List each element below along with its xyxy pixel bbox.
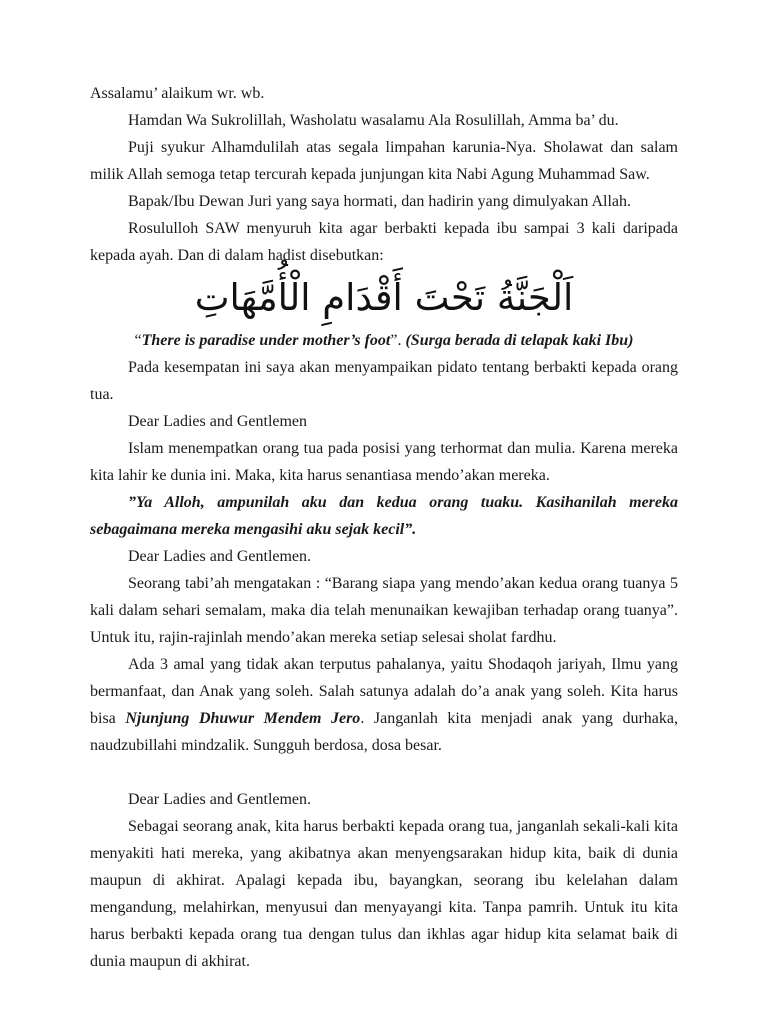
text-run: اَلْجَنَّةُ تَحْتَ أَقْدَامِ الْأُمَّهَاتِ: [194, 276, 574, 319]
hadith-intro: [90, 215, 678, 269]
gratitude-paragraph: [90, 134, 678, 188]
text-run: Rosululloh SAW menyuruh kita agar berbakti kepada ibu sampai 3 kali daripada kepada ayah. Dan di dalam hadist disebutkan:: [90, 220, 678, 264]
opening-praise: [90, 107, 678, 134]
blank-line: [90, 759, 678, 786]
hadith-translation: [90, 327, 678, 354]
text-run: Islam menempatkan orang tua pada posisi yang terhormat dan mulia. Karena mereka kita lahir ke dunia ini. Maka, kita harus senantiasa mendo’akan mereka.: [90, 440, 678, 484]
emphasized-text-run: (Surga berada di telapak kaki Ibu): [405, 332, 634, 349]
audience-address-3: [90, 786, 678, 813]
prayer-quote: [90, 489, 678, 543]
arabic-hadith: [90, 269, 678, 327]
topic-statement: [90, 354, 678, 408]
text-run: Dear Ladies and Gentlemen.: [128, 791, 312, 808]
audience-address-2: [90, 543, 678, 570]
text-run: Sebagai seorang anak, kita harus berbakti kepada orang tua, janganlah sekali-kali kita menyakiti hati mereka, yang akibatnya akan menyengsarakan hidup kita, baik di dunia maupun di akhirat. Apalagi kepada ibu, bayangkan, seorang ibu kelelahan dalam mengandung, melahirkan, menyusui dan menyayangi kita. Tanpa pamrih. Untuk itu kita harus berbakti kepada orang tua dengan tulus dan ikhlas agar hidup kita selamat baik di dunia maupun di akhirat.: [90, 818, 678, 970]
text-run: Ada 3 amal yang tidak akan terputus pahalanya, yaitu Shodaqoh jariyah, Ilmu yang bermanfaat, dan Anak yang soleh. Salah satunya adalah do’a anak yang soleh. Kita harus bisa: [90, 656, 678, 727]
text-run: Seorang tabi’ah mengatakan : “Barang siapa yang mendo’akan kedua orang tuanya 5 kali dalam sehari semalam, maka dia telah menunaikan kewajiban terhadap orang tuanya”. Untuk itu, rajin-rajinlah mendo’akan mereka setiap selesai sholat fardhu.: [90, 575, 678, 646]
emphasized-text-run: Njunjung Dhuwur Mendem Jero: [125, 710, 361, 727]
text-run: . Janganlah kita menjadi anak yang durhaka, naudzubillahi mindzalik. Sungguh berdosa, dosa besar.: [90, 710, 679, 754]
jury-greeting: [90, 188, 678, 215]
emphasized-text-run: There is paradise under mother’s foot: [141, 332, 391, 349]
salutation-line: [90, 80, 678, 107]
text-run: Pada kesempatan ini saya akan menyampaikan pidato tentang berbakti kepada orang tua.: [90, 359, 678, 403]
text-run: Bapak/Ibu Dewan Juri yang saya hormati, dan hadirin yang dimulyakan Allah.: [128, 193, 631, 210]
text-run: Dear Ladies and Gentlemen: [128, 413, 308, 430]
islam-parents-paragraph: [90, 435, 678, 489]
closing-advice-paragraph: [90, 813, 678, 975]
tabiah-quote-paragraph: [90, 570, 678, 651]
text-run: “: [134, 332, 142, 349]
three-deeds-paragraph: [90, 651, 678, 759]
text-run: Dear Ladies and Gentlemen.: [128, 548, 312, 565]
text-run: Assalamu’ alaikum wr. wb.: [90, 85, 265, 102]
audience-address-1: [90, 408, 678, 435]
text-run: Hamdan Wa Sukrolillah, Washolatu wasalamu Ala Rosulillah, Amma ba’ du.: [128, 112, 619, 129]
text-run: Puji syukur Alhamdulilah atas segala limpahan karunia-Nya. Sholawat dan salam milik Allah semoga tetap tercurah kepada junjungan kita Nabi Agung Muhammad Saw.: [90, 139, 678, 183]
text-run: ”.: [390, 332, 406, 349]
emphasized-text-run: ”Ya Alloh, ampunilah aku dan kedua orang tuaku. Kasihanilah mereka sebagaimana mereka mengasihi aku sejak kecil”.: [90, 494, 678, 538]
